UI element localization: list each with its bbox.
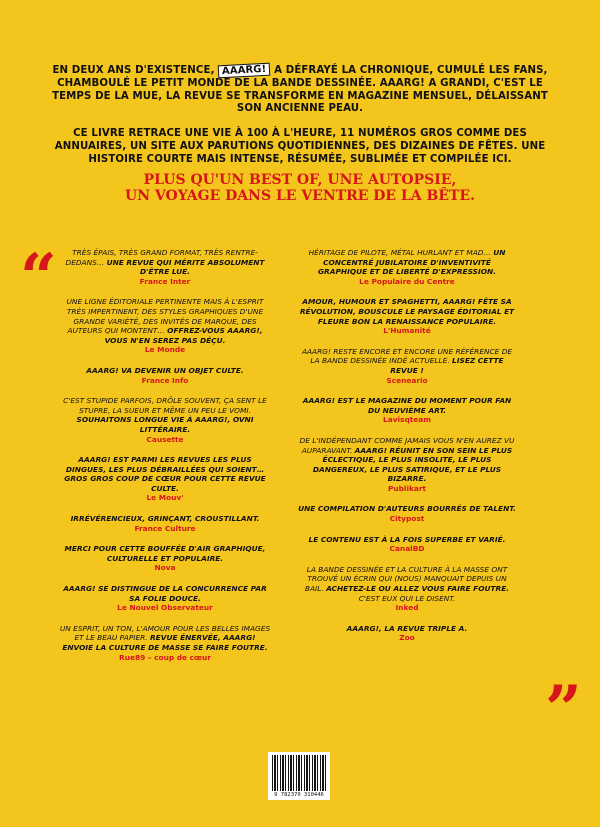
intro-paragraph-2: CE LIVRE RETRACE UNE VIE À 100 À L'HEURE, 11 NUMÉROS GROS COMME DES ANNUAIRES, UN SITE AUX PARUTIONS QUOTIDIENNES, DES DIZAINES DE FÊTES. UNE HISTOIRE COURTE MAIS INTENSE, RÉSUMÉE, SUBLIMÉE ET COMPILÉE ICI.	[54, 128, 546, 165]
review-emphasis: AAARG! EST LE MAGAZINE DU MOMENT POUR FAN DU NEUVIÈME ART.	[302, 396, 512, 415]
review-emphasis: UNE COMPILATION D'AUTEURS BOURRÉS DE TALENT.	[298, 504, 516, 514]
review-emphasis: IRRÉVÉRENCIEUX, GRINÇANT, CROUSTILLANT.	[70, 514, 260, 524]
review-quote: UNE LIGNE ÉDITORIALE PERTINENTE MAIS À L'ESPRIT TRÈS IMPERTINENT, DES STYLES GRAPHIQUES D'UNE GRANDE VARIÉTÉ, DES INVITÉS DE MARQUE, DES AUTEURS QUI MONTENT…	[66, 297, 264, 336]
close-quote-icon: ”	[545, 672, 582, 747]
review-source: Le Nouvel Observateur	[117, 603, 213, 613]
intro-text	[50, 64, 550, 179]
review-emphasis: UN CONCENTRÉ JUBILATOIRE D'INVENTIVITÉ GRAPHIQUE ET DE LIBERTÉ D'EXPRESSION.	[317, 248, 506, 277]
review-item	[58, 624, 272, 662]
tagline-line-1: PLUS QU'UN BEST OF, UNE AUTOPSIE,	[143, 172, 457, 188]
reviews-left-column	[58, 248, 272, 673]
review-source: France Info	[141, 375, 189, 385]
review-item	[298, 565, 516, 613]
review-item	[58, 248, 272, 286]
review-quote: LA BANDE DESSINÉE ET LA CULTURE À LA MASSE ONT TROUVÉ UN ÉCRIN QUI (NOUS) MANQUAIT DEPUIS UN BAIL.	[304, 564, 508, 594]
review-item	[58, 366, 272, 385]
review-source: Le Mouv'	[146, 493, 184, 503]
review-source: Causette	[146, 434, 184, 444]
review-emphasis: OFFREZ-VOUS AAARG!, VOUS N'EN SEREZ PAS DÉÇU.	[104, 326, 263, 345]
open-quote-icon: “	[20, 240, 57, 315]
review-item	[58, 514, 272, 533]
review-item	[58, 297, 272, 355]
review-emphasis: LISEZ CETTE REVUE !	[390, 356, 504, 375]
review-item	[58, 544, 272, 573]
tagline-line-2: UN VOYAGE DANS LE VENTRE DE LA BÊTE.	[125, 188, 475, 204]
review-source: Inked	[395, 603, 419, 613]
review-emphasis: MERCI POUR CETTE BOUFFÉE D'AIR GRAPHIQUE, CULTURELLE ET POPULAIRE.	[64, 544, 266, 563]
review-item	[58, 396, 272, 444]
review-source: France Culture	[134, 523, 196, 533]
review-item	[58, 455, 272, 503]
review-quote: DE L'INDÉPENDANT COMME JAMAIS VOUS N'EN AUREZ VU AUPARAVANT.	[299, 435, 515, 455]
review-source: Citypost	[389, 514, 425, 524]
intro-text-end: A DÉFRAYÉ LA CHRONIQUE, CUMULÉ LES FANS, CHAMBOULÉ LE PETIT MONDE DE LA BANDE DESSINÉE. AAARG! A GRANDI, C'EST LE TEMPS DE LA MUE, LA REVUE SE TRANSFORME EN MAGAZINE MENSUEL, DÉLAISSANT SON ANCIENNE PEAU.	[52, 65, 548, 115]
review-item	[298, 535, 516, 554]
review-item	[298, 624, 516, 643]
review-quote: C'EST STUPIDE PARFOIS, DRÔLE SOUVENT, ÇA SENT LE STUPRE, LA SUEUR ET MÊME UN PEU LE VOMI.	[63, 396, 267, 415]
review-quote: HÉRITAGE DE PILOTE, MÉTAL HURLANT ET MAD…	[308, 248, 491, 257]
review-emphasis: AAARG! EST PARMI LES REVUES LES PLUS DINGUES, LES PLUS DÉBRAILLÉES QUI SOIENT… GROS GROS COUP DE CŒUR POUR CETTE REVUE CULTE.	[64, 455, 266, 493]
barcode-bars-icon	[272, 755, 326, 791]
review-source: CanalBD	[389, 544, 425, 554]
review-source: France Inter	[139, 276, 191, 286]
review-emphasis: AAARG! RÉUNIT EN SON SEIN LE PLUS ÉCLECTIQUE, LE PLUS INSOLITE, LE PLUS DANGEREUX, LE PLUS SATIRIQUE, ET LE PLUS BIZARRE.	[312, 445, 513, 484]
review-item	[298, 248, 516, 286]
reviews-right-column	[298, 248, 516, 654]
review-item	[298, 436, 516, 494]
intro-text-start: EN DEUX ANS D'EXISTENCE,	[52, 65, 219, 76]
review-source: Rue89 – coup de cœur	[119, 652, 211, 662]
intro-paragraph-1	[50, 64, 550, 116]
review-source: Le Populaire du Centre	[359, 276, 455, 286]
tagline	[40, 172, 560, 204]
review-item	[298, 297, 516, 335]
review-item	[58, 584, 272, 613]
review-item	[298, 347, 516, 385]
review-emphasis: AAARG! VA DEVENIR UN OBJET CULTE.	[86, 365, 244, 375]
review-emphasis: AAARG!, LA REVUE TRIPLE A.	[346, 623, 468, 633]
review-item	[298, 504, 516, 523]
review-emphasis: LE CONTENU EST À LA FOIS SUPERBE ET VARIÉ.	[308, 534, 506, 544]
review-emphasis: SOUHAITONS LONGUE VIE À AAARG!, OVNI LITTÉRAIRE.	[76, 415, 254, 434]
review-source: Sceneario	[386, 375, 428, 385]
review-emphasis: AMOUR, HUMOUR ET SPAGHETTI, AAARG! FÊTE SA RÉVOLUTION, BOUSCULE LE PAYSAGE ÉDITORIAL ET FLEURE BON LA RENAISSANCE POPULAIRE.	[299, 297, 515, 326]
review-source: Nova	[154, 563, 176, 573]
review-source: Lavisqteam	[383, 415, 431, 425]
review-source: L'Humanité	[383, 326, 431, 336]
aaarg-logo: AAARG!	[218, 63, 271, 79]
review-quote-extra: C'EST EUX QUI LE DISENT.	[358, 593, 456, 603]
review-emphasis: AAARG! SE DISTINGUE DE LA CONCURRENCE PAR SA FOLIE DOUCE.	[63, 584, 267, 603]
review-item	[298, 396, 516, 425]
review-emphasis: UNE REVUE QUI MÉRITE ABSOLUMENT D'ÊTRE LUE.	[106, 257, 265, 277]
review-quote: AAARG! RESTE ENCORE ET ENCORE UNE RÉFÉRENCE DE LA BANDE DESSINÉE INDÉ ACTUELLE.	[301, 346, 513, 366]
review-source: Le Monde	[144, 345, 186, 355]
barcode	[268, 752, 330, 800]
review-emphasis: ACHETEZ-LE OU ALLEZ VOUS FAIRE FOUTRE.	[326, 584, 510, 594]
barcode-digits: 9 782370 310446	[274, 792, 324, 798]
review-source: Zoo	[399, 633, 415, 643]
review-quote: TRÈS ÉPAIS, TRÈS GRAND FORMAT, TRÈS RENTRE-DEDANS…	[65, 248, 258, 267]
review-emphasis: REVUE ÉNERVÉE, AAARG! ENVOIE LA CULTURE DE MASSE SE FAIRE FOUTRE.	[62, 633, 268, 652]
review-source: Publikart	[387, 483, 427, 493]
review-quote: UN ESPRIT, UN TON, L'AMOUR POUR LES BELLES IMAGES ET LE BEAU PAPIER.	[59, 623, 271, 643]
